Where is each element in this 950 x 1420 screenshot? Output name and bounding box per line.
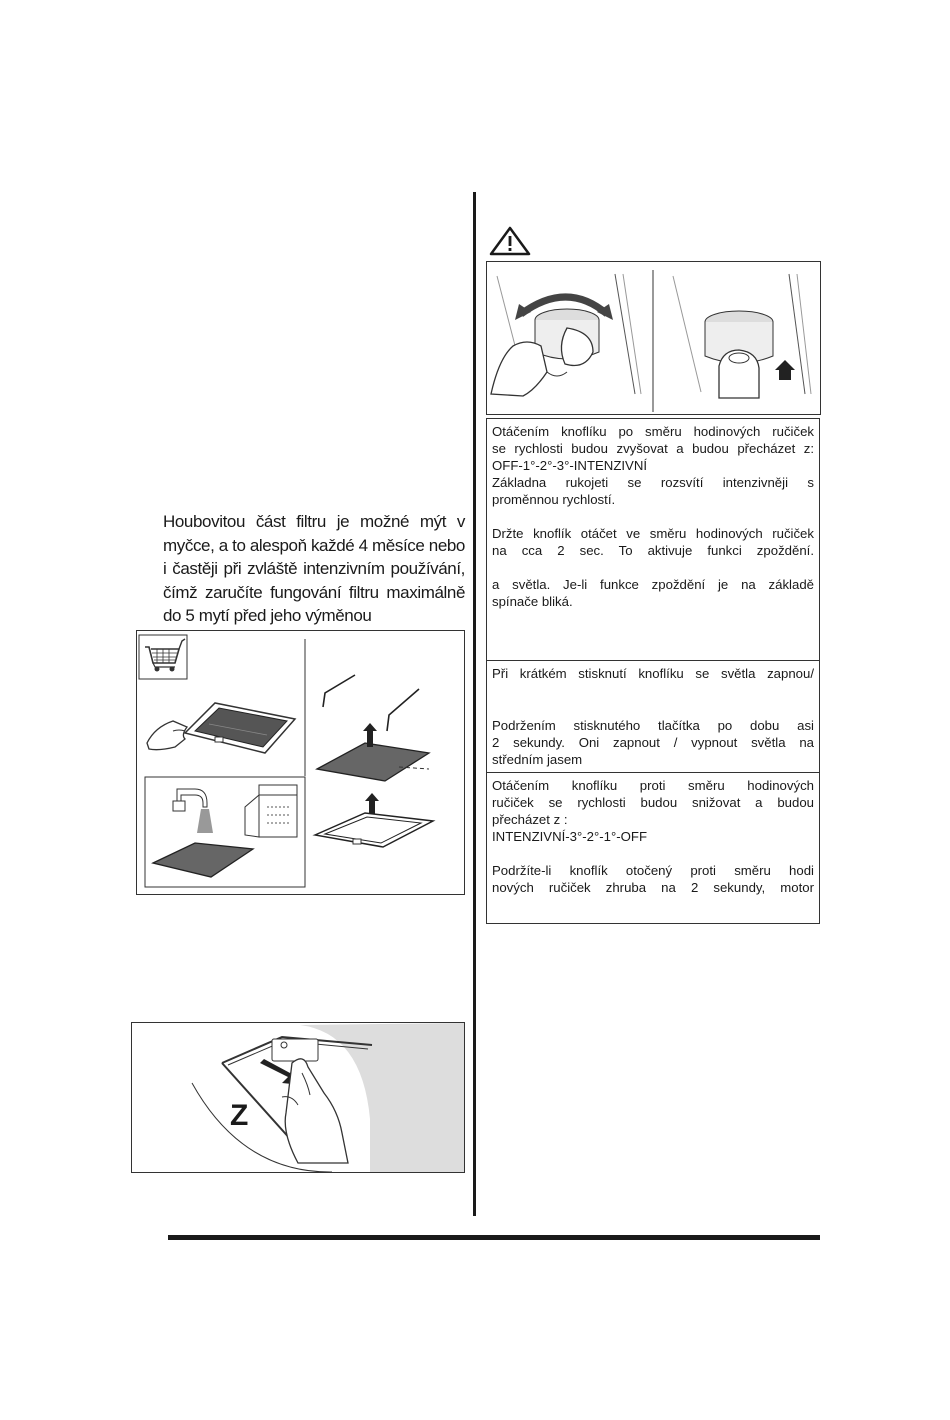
text-line: středním jasem [492, 752, 583, 767]
column-divider [473, 192, 476, 1216]
text-line: 2 sekundy. Oni zapnout / vypnout světla na [492, 735, 814, 750]
warning-icon [489, 226, 531, 261]
text-line: ručiček se rychlosti budou snižovat a budou [492, 795, 814, 810]
hand-pull-latch-illustration [192, 1023, 464, 1172]
text-line: Podržením stisknutého tlačítka po dobu asi [492, 718, 814, 733]
filter-exploded-illustration [315, 675, 433, 847]
text-line: nových ručiček zhruba na 2 sekundy, motor [492, 880, 814, 895]
text-line: se rychlosti budou zvyšovat a budou přecházet z: [492, 441, 814, 456]
text-line: Při krátkém stisknutí knoflíku se světla zapnou/ [492, 666, 814, 681]
knob-rotate-illustration [491, 274, 641, 396]
bottom-rule [168, 1235, 820, 1240]
filter-latch-figure [131, 1022, 465, 1173]
svg-text:Z: Z [230, 1099, 249, 1132]
text-line: Podržíte-li knoflík otočený proti směru hodi [492, 863, 814, 878]
filter-wash-figure [136, 630, 465, 895]
text-line: na cca 2 sec. To aktivuje funkci zpoždění. [492, 543, 814, 558]
filter-removal-illustration [147, 703, 295, 753]
knob-operation-figure [486, 261, 821, 415]
knob-press-illustration [673, 274, 811, 398]
text-line: spínače bliká. [492, 594, 573, 609]
text-line: přecházet z : [492, 812, 568, 827]
text-line: Základna rukojeti se rozsvítí intenzivněji s [492, 475, 814, 490]
shopping-cart-icon [139, 635, 187, 679]
knob-functions-table [486, 418, 820, 924]
text-line: Otáčením knoflíku po směru hodinových ručiček [492, 424, 814, 439]
text-line: a světla. Je-li funkce zpoždění je na základě [492, 577, 814, 592]
filter-wash-paragraph: Houbovitou část filtru je možné mýt v myčce, a to alespoň každé 4 měsíce nebo i častěji při zvláště intenzivním používání, čímž zaručíte fungování filtru maximálně do 5 mytí před jeho výměnou [163, 512, 465, 625]
table-cell-speed-down [487, 773, 819, 923]
table-cell-speed-up [487, 419, 819, 661]
text-line: INTENZIVNÍ-3°-2°-1°-OFF [492, 829, 648, 844]
text-line: proměnnou rychlostí. [492, 492, 616, 507]
dishwasher-wash-illustration [145, 777, 305, 887]
text-line: Otáčením knoflíku proti směru hodinových [492, 778, 814, 793]
latch-label-z [230, 1099, 248, 1132]
table-cell-lights [487, 661, 819, 773]
text-line: OFF-1°-2°-3°-INTENZIVNÍ [492, 458, 648, 473]
text-line: Držte knoflík otáčet ve směru hodinových ručiček [492, 526, 814, 541]
